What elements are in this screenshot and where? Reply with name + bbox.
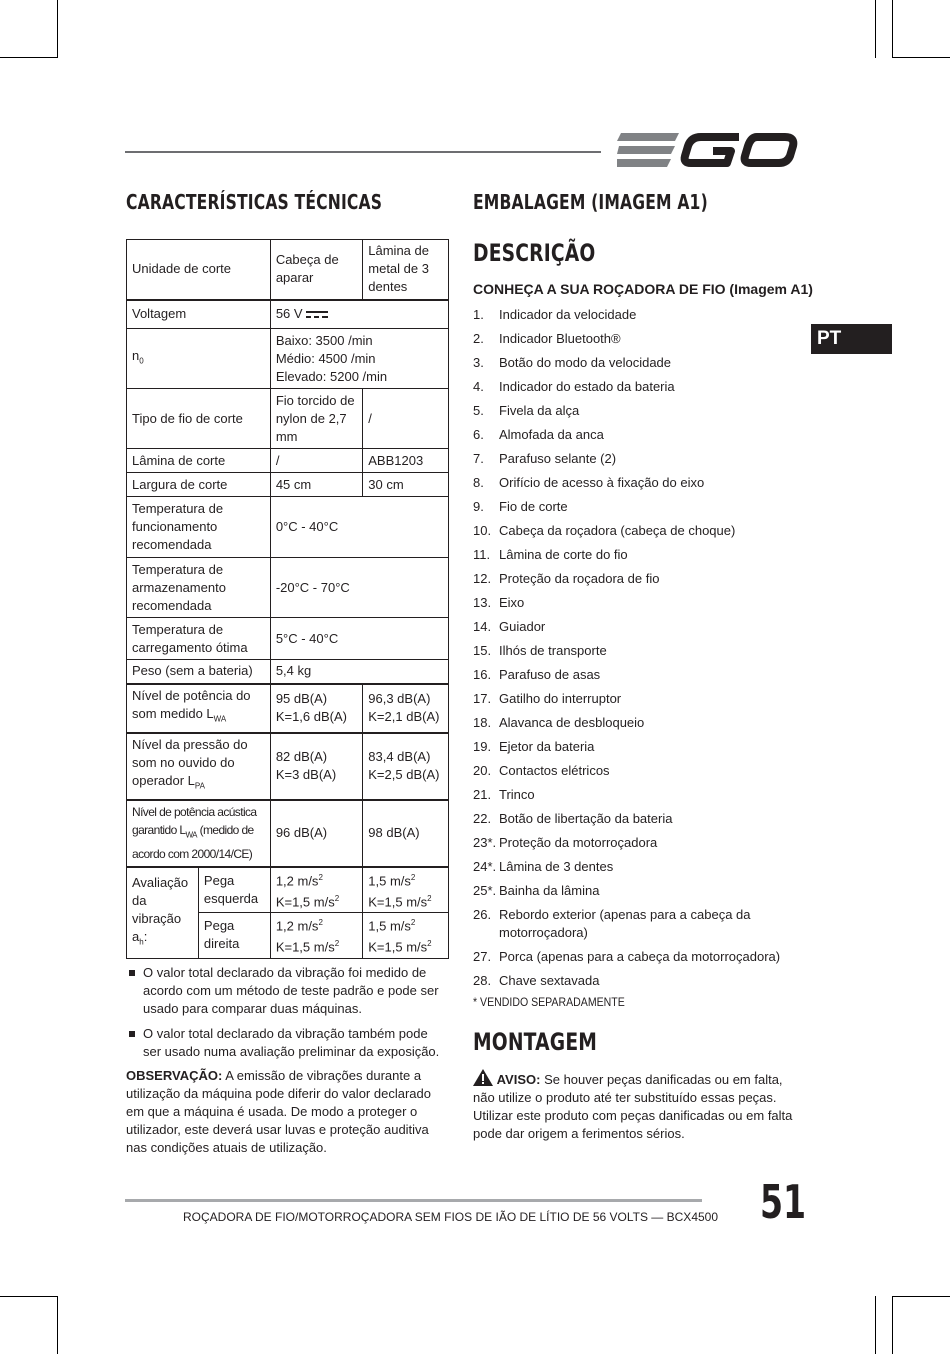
part-label: Alavanca de desbloqueio bbox=[499, 715, 645, 730]
spec-value bbox=[270, 867, 362, 913]
list-item bbox=[473, 948, 808, 966]
spec-head: Lâmina de metal de 3 dentes bbox=[363, 240, 449, 300]
crop-mark bbox=[57, 0, 58, 58]
pressure-label: Nível da pressão do som no ouvido do operador L bbox=[132, 737, 248, 789]
table-row bbox=[127, 800, 449, 867]
vib-right-b1: 1,5 m/s bbox=[368, 918, 411, 934]
list-item bbox=[473, 906, 808, 942]
table-row bbox=[127, 300, 449, 329]
part-label: Porca (apenas para a cabeça da motorroçadora) bbox=[499, 949, 781, 964]
vibration-label: Avaliação da vibração a bbox=[132, 874, 189, 944]
part-label: Proteção da roçadora de fio bbox=[499, 571, 660, 586]
part-label: Ilhós de transporte bbox=[499, 643, 607, 658]
part-label: Indicador Bluetooth® bbox=[499, 331, 621, 346]
part-number: 3. bbox=[473, 355, 484, 370]
list-item: O valor total declarado da vibração foi medido de acordo com um método de teste padrão e pode ser usado para comparar duas máquinas. bbox=[126, 964, 448, 1018]
list-item bbox=[473, 546, 808, 564]
spec-value: 96 dB(A) bbox=[270, 800, 362, 867]
pressure-a2: K=3 dB(A) bbox=[275, 767, 337, 782]
spec-label bbox=[127, 867, 199, 959]
table-row bbox=[127, 497, 449, 558]
list-item bbox=[473, 354, 808, 372]
spec-head: Cabeça de aparar bbox=[270, 240, 362, 300]
part-number: 11. bbox=[473, 547, 491, 562]
part-label: Proteção da motorroçadora bbox=[499, 835, 658, 850]
spec-value: 45 cm bbox=[270, 473, 362, 497]
pressure-b2: K=2,5 dB(A) bbox=[368, 767, 440, 782]
observation-label: OBSERVAÇÃO: bbox=[126, 1068, 223, 1083]
assembly-title: MONTAGEM bbox=[473, 1028, 598, 1056]
squared: 2 bbox=[334, 939, 340, 949]
part-number: 12. bbox=[473, 571, 492, 586]
table-row bbox=[127, 660, 449, 684]
power-b2: K=2,1 dB(A) bbox=[368, 709, 440, 724]
vib-right-b2: K=1,5 m/s bbox=[368, 939, 428, 955]
power-label: Nível de potência do som medido L bbox=[132, 688, 251, 722]
part-label: Contactos elétricos bbox=[499, 763, 610, 778]
ego-logo bbox=[617, 130, 799, 170]
spec-label: Temperatura de armazenamento recomendada bbox=[127, 558, 271, 618]
spec-label: Peso (sem a bateria) bbox=[127, 660, 271, 684]
spec-value: ABB1203 bbox=[363, 449, 449, 473]
description-title: DESCRIÇÃO bbox=[473, 239, 596, 267]
part-label: Botão de libertação da bateria bbox=[499, 811, 673, 826]
n0-sub: 0 bbox=[139, 356, 144, 366]
spec-value bbox=[363, 867, 449, 913]
table-row bbox=[127, 240, 449, 300]
spec-value: / bbox=[363, 389, 449, 449]
list-item bbox=[473, 306, 808, 324]
spec-value: -20°C - 70°C bbox=[270, 558, 448, 618]
part-label: Botão do modo da velocidade bbox=[499, 355, 672, 370]
spec-value: / bbox=[270, 449, 362, 473]
guaranteed-label: Nível de potência acústica garantido L bbox=[132, 805, 257, 838]
spec-label bbox=[127, 329, 271, 389]
crop-mark bbox=[875, 1296, 876, 1354]
table-row bbox=[127, 558, 449, 618]
part-number: 5. bbox=[473, 403, 484, 418]
part-number: 19. bbox=[473, 739, 492, 754]
list-item bbox=[473, 618, 808, 636]
warning-label: AVISO: bbox=[496, 1072, 541, 1087]
crop-mark bbox=[875, 0, 876, 58]
spec-label bbox=[127, 800, 271, 867]
part-label: Chave sextavada bbox=[499, 973, 600, 988]
part-label: Indicador do estado da bateria bbox=[499, 379, 675, 394]
crop-mark bbox=[892, 57, 950, 58]
spec-value bbox=[270, 913, 362, 959]
spec-label: Tipo de fio de corte bbox=[127, 389, 271, 449]
spec-value bbox=[270, 329, 448, 389]
warning-text: Se houver peças danificadas ou em falta, não utilize o produto até ter substituído essas peças. Utilizar este produto com peças danificadas ou em falta pode dar origem a ferimentos sérios. bbox=[473, 1072, 793, 1141]
list-item bbox=[473, 594, 808, 612]
part-label: Indicador da velocidade bbox=[499, 307, 637, 322]
part-label: Parafuso selante (2) bbox=[499, 451, 617, 466]
part-number: 13. bbox=[473, 595, 492, 610]
spec-value: 98 dB(A) bbox=[363, 800, 449, 867]
spec-label: Unidade de corte bbox=[127, 240, 271, 300]
footer-rule bbox=[125, 1199, 702, 1202]
n0-label: n bbox=[132, 347, 140, 363]
part-label: Bainha da lâmina bbox=[499, 883, 600, 898]
warning-triangle-icon bbox=[473, 1069, 493, 1086]
part-number: 22. bbox=[473, 811, 492, 826]
header-rule bbox=[125, 151, 601, 153]
part-number: 20. bbox=[473, 763, 492, 778]
list-item bbox=[473, 834, 808, 852]
part-label: Cabeça da roçadora (cabeça de choque) bbox=[499, 523, 736, 538]
part-label: Guiador bbox=[499, 619, 546, 634]
power-sub: WA bbox=[213, 714, 227, 724]
crop-mark bbox=[892, 0, 893, 58]
observation-note bbox=[126, 1067, 448, 1157]
vib-left-a2: K=1,5 m/s bbox=[275, 894, 335, 910]
vibration-sub: h bbox=[139, 937, 144, 947]
parts-list bbox=[473, 306, 808, 996]
technical-specs-title: CARACTERÍSTICAS TÉCNICAS bbox=[126, 190, 383, 214]
power-a2: K=1,6 dB(A) bbox=[275, 709, 347, 724]
spec-label bbox=[127, 684, 271, 733]
spec-value bbox=[270, 684, 362, 733]
observation-text: A emissão de vibrações durante a utilização da máquina pode diferir do valor declarado em que a máquina é usada. De modo a proteger o utilizador, este deverá usar luvas e proteção auditiva nas condições atuais de utilização. bbox=[126, 1068, 431, 1155]
part-label: Lâmina de 3 dentes bbox=[499, 859, 614, 874]
part-number: 18. bbox=[473, 715, 492, 730]
table-row bbox=[127, 867, 449, 913]
speed-mid: Médio: 4500 /min bbox=[275, 350, 376, 366]
footer-text: ROÇADORA DE FIO/MOTORROÇADORA SEM FIOS DE IÃO DE LÍTIO DE 56 VOLTS — BCX4500 bbox=[183, 1210, 719, 1224]
part-label: Eixo bbox=[499, 595, 525, 610]
list-item bbox=[473, 330, 808, 348]
spec-label: Largura de corte bbox=[127, 473, 271, 497]
spec-sublabel: Pega esquerda bbox=[198, 867, 270, 913]
list-item bbox=[473, 378, 808, 396]
part-number: 14. bbox=[473, 619, 492, 634]
part-number: 7. bbox=[473, 451, 484, 466]
spec-label: Lâmina de corte bbox=[127, 449, 271, 473]
list-item bbox=[473, 498, 808, 516]
part-number: 6. bbox=[473, 427, 484, 442]
list-item bbox=[473, 642, 808, 660]
page-number: 51 bbox=[760, 1175, 807, 1229]
power-a1: 95 dB(A) bbox=[275, 691, 328, 706]
part-number: 26. bbox=[473, 907, 492, 922]
part-number: 9. bbox=[473, 499, 484, 514]
squared: 2 bbox=[410, 918, 416, 928]
vibration-colon: : bbox=[143, 928, 148, 944]
spec-value bbox=[363, 913, 449, 959]
pressure-b1: 83,4 dB(A) bbox=[368, 749, 431, 764]
packaging-title: EMBALAGEM (IMAGEM A1) bbox=[473, 190, 708, 214]
spec-value bbox=[270, 300, 448, 329]
table-row bbox=[127, 473, 449, 497]
guaranteed-sub: WA bbox=[185, 830, 197, 840]
part-label: Gatilho do interruptor bbox=[499, 691, 622, 706]
spec-value: 0°C - 40°C bbox=[270, 497, 448, 558]
spec-label bbox=[127, 733, 271, 800]
spec-value bbox=[270, 733, 362, 800]
crop-mark bbox=[57, 1296, 58, 1354]
vib-right-a2: K=1,5 m/s bbox=[275, 939, 335, 955]
part-number: 23*. bbox=[473, 835, 497, 850]
table-row bbox=[127, 389, 449, 449]
list-item bbox=[473, 714, 808, 732]
list-item bbox=[473, 738, 808, 756]
part-number: 28. bbox=[473, 973, 492, 988]
spec-label: Voltagem bbox=[127, 300, 271, 329]
spec-value: 5°C - 40°C bbox=[270, 618, 448, 660]
squared: 2 bbox=[410, 872, 416, 882]
list-item bbox=[473, 810, 808, 828]
list-item bbox=[473, 972, 808, 990]
speed-high: Elevado: 5200 /min bbox=[275, 368, 388, 384]
vib-left-a1: 1,2 m/s bbox=[275, 872, 319, 888]
part-number: 4. bbox=[473, 379, 484, 394]
part-number: 21. bbox=[473, 787, 492, 802]
squared: 2 bbox=[427, 893, 432, 903]
list-item bbox=[473, 474, 808, 492]
spec-label: Temperatura de carregamento ótima bbox=[127, 618, 271, 660]
pressure-a1: 82 dB(A) bbox=[275, 749, 328, 764]
power-b1: 96,3 dB(A) bbox=[368, 691, 431, 706]
table-row bbox=[127, 733, 449, 800]
part-number: 17. bbox=[473, 691, 492, 706]
part-label: Parafuso de asas bbox=[499, 667, 601, 682]
part-number: 1. bbox=[473, 307, 484, 322]
part-label: Ejetor da bateria bbox=[499, 739, 595, 754]
vibration-notes bbox=[126, 964, 448, 1068]
pressure-sub: PA bbox=[194, 781, 205, 791]
sold-separately-note: * VENDIDO SEPARADAMENTE bbox=[473, 995, 625, 1009]
dc-symbol-icon bbox=[306, 310, 328, 319]
part-label: Trinco bbox=[499, 787, 535, 802]
vib-right-a1: 1,2 m/s bbox=[275, 918, 319, 934]
table-row bbox=[127, 684, 449, 733]
squared: 2 bbox=[334, 893, 340, 903]
part-label: Orifício de acesso à fixação do eixo bbox=[499, 475, 705, 490]
list-item bbox=[473, 426, 808, 444]
list-item bbox=[473, 570, 808, 588]
part-label: Fivela da alça bbox=[499, 403, 580, 418]
specs-table bbox=[126, 239, 449, 959]
table-row bbox=[127, 329, 449, 389]
vib-left-b1: 1,5 m/s bbox=[368, 872, 411, 888]
parts-subheading: CONHEÇA A SUA ROÇADORA DE FIO (Imagem A1) bbox=[473, 281, 813, 297]
list-item bbox=[473, 882, 808, 900]
voltage-value: 56 V bbox=[275, 306, 303, 322]
part-number: 16. bbox=[473, 667, 492, 682]
squared: 2 bbox=[318, 872, 323, 882]
crop-mark bbox=[892, 1296, 893, 1354]
table-row bbox=[127, 618, 449, 660]
part-label: Almofada da anca bbox=[499, 427, 604, 442]
list-item bbox=[473, 690, 808, 708]
part-number: 27. bbox=[473, 949, 492, 964]
speed-low: Baixo: 3500 /min bbox=[275, 332, 373, 348]
crop-mark bbox=[0, 57, 58, 58]
spec-label: Temperatura de funcionamento recomendada bbox=[127, 497, 271, 558]
list-item bbox=[473, 666, 808, 684]
list-item bbox=[473, 762, 808, 780]
list-item bbox=[473, 858, 808, 876]
part-number: 25*. bbox=[473, 883, 497, 898]
list-item bbox=[473, 522, 808, 540]
spec-value bbox=[363, 684, 449, 733]
list-item bbox=[473, 402, 808, 420]
spec-value bbox=[363, 733, 449, 800]
spec-value: Fio torcido de nylon de 2,7 mm bbox=[270, 389, 362, 449]
table-row bbox=[127, 449, 449, 473]
spec-value: 5,4 kg bbox=[270, 660, 448, 684]
part-number: 10. bbox=[473, 523, 492, 538]
part-number: 2. bbox=[473, 331, 484, 346]
crop-mark bbox=[892, 1296, 950, 1297]
part-label: Rebordo exterior (apenas para a cabeça da motorroçadora) bbox=[499, 907, 751, 940]
part-label: Fio de corte bbox=[499, 499, 568, 514]
language-tab: PT bbox=[811, 324, 892, 354]
crop-mark bbox=[0, 1296, 58, 1297]
part-number: 15. bbox=[473, 643, 492, 658]
part-label: Lâmina de corte do fio bbox=[499, 547, 628, 562]
list-item: O valor total declarado da vibração também pode ser usado numa avaliação preliminar da exposição. bbox=[126, 1025, 448, 1061]
spec-value: 30 cm bbox=[363, 473, 449, 497]
list-item bbox=[473, 786, 808, 804]
part-number: 24*. bbox=[473, 859, 497, 874]
squared: 2 bbox=[318, 918, 323, 928]
spec-sublabel: Pega direita bbox=[198, 913, 270, 959]
squared: 2 bbox=[427, 939, 432, 949]
vib-left-b2: K=1,5 m/s bbox=[368, 894, 428, 910]
guaranteed-label-2: (medido de acordo com 2000/14/CE) bbox=[132, 823, 254, 861]
warning-note bbox=[473, 1069, 803, 1143]
part-number: 8. bbox=[473, 475, 484, 490]
list-item bbox=[473, 450, 808, 468]
